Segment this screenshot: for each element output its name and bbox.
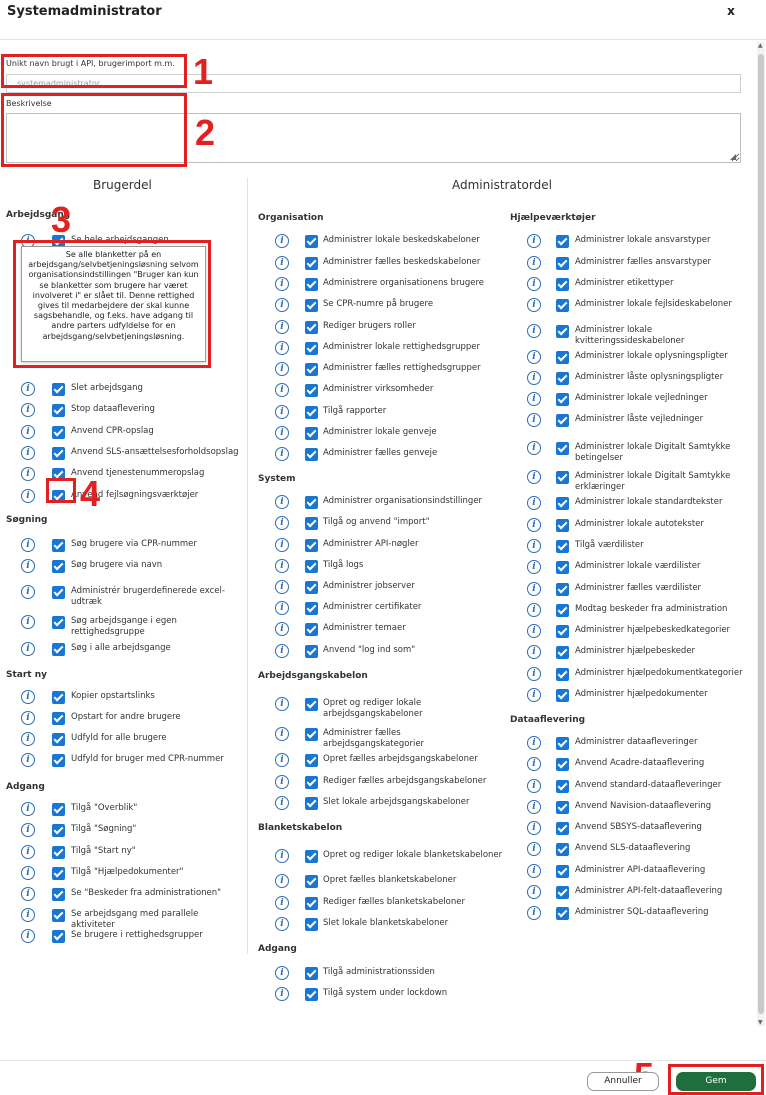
annotation-number-2: 2 <box>195 112 216 153</box>
permission-label: Tilgå og anvend "import" <box>323 517 430 527</box>
permission-checkbox[interactable] <box>556 442 569 455</box>
permission-label: Søg brugere via CPR-nummer <box>71 539 197 549</box>
info-icon[interactable]: i <box>21 908 35 922</box>
permission-checkbox[interactable] <box>52 909 65 922</box>
info-icon[interactable]: i <box>275 753 289 767</box>
permission-checkbox[interactable] <box>556 372 569 385</box>
info-icon[interactable]: i <box>527 518 541 532</box>
permission-label: Tilgå "Hjælpedokumenter" <box>71 867 184 877</box>
permission-label: Administrer jobserver <box>323 581 415 591</box>
permission-label: Administrer API-dataaflevering <box>575 865 706 875</box>
permission-label: Administrer lokale fejlsideskabeloner <box>575 299 732 309</box>
info-icon[interactable]: i <box>275 298 289 312</box>
permission-label: Administrer lokale vejledninger <box>575 393 708 403</box>
permission-checkbox[interactable] <box>556 780 569 793</box>
permission-checkbox[interactable] <box>305 988 318 1001</box>
permission-checkbox[interactable] <box>305 623 318 636</box>
permission-checkbox[interactable] <box>556 801 569 814</box>
permission-checkbox[interactable] <box>305 754 318 767</box>
info-icon[interactable]: i <box>527 906 541 920</box>
permission-label: Tilgå rapporter <box>323 406 387 416</box>
info-icon[interactable]: i <box>275 775 289 789</box>
permission-label: Administrer lokale beskedskabeloner <box>323 235 480 245</box>
permission-label: Administrer fælles ansvarstyper <box>575 257 712 267</box>
info-icon[interactable]: i <box>275 601 289 615</box>
column-heading-user: Brugerdel <box>93 178 152 192</box>
info-icon[interactable]: i <box>21 753 35 767</box>
permission-checkbox[interactable] <box>52 888 65 901</box>
info-icon[interactable]: i <box>527 667 541 681</box>
cancel-button[interactable]: Annuller <box>587 1072 659 1091</box>
permission-label: Administrer temaer <box>323 623 406 633</box>
info-icon[interactable]: i <box>527 624 541 638</box>
permission-label: Administrer organisationsindstillinger <box>323 496 483 506</box>
annotation-box-3 <box>13 240 211 368</box>
permission-label: Administrer hjælpedokumentkategorier <box>575 668 743 678</box>
permission-label: Administrer lokale genveje <box>323 427 437 437</box>
permission-checkbox[interactable] <box>305 797 318 810</box>
permission-label: Opret og rediger lokale blanketskabeloner <box>323 850 503 860</box>
permission-checkbox[interactable] <box>52 691 65 704</box>
permission-checkbox[interactable] <box>52 616 65 629</box>
permission-label: Administrer fælles værdilister <box>575 583 702 593</box>
permission-label: Administrer dataafleveringer <box>575 737 698 747</box>
info-icon[interactable]: i <box>275 849 289 863</box>
permission-checkbox[interactable] <box>556 351 569 364</box>
permission-label: Udfyld for bruger med CPR-nummer <box>71 754 224 764</box>
permission-label: Tilgå "Overblik" <box>71 803 138 813</box>
permission-label: Tilgå administrationssiden <box>323 967 435 977</box>
info-icon[interactable]: i <box>275 874 289 888</box>
permission-checkbox[interactable] <box>52 867 65 880</box>
permission-checkbox[interactable] <box>556 235 569 248</box>
permission-label: Anvend "log ind som" <box>323 645 416 655</box>
annotation-number-3: 3 <box>51 199 72 240</box>
permission-checkbox[interactable] <box>52 404 65 417</box>
info-icon[interactable]: i <box>21 642 35 656</box>
permission-checkbox[interactable] <box>305 897 318 910</box>
info-icon[interactable]: i <box>21 845 35 859</box>
permission-checkbox[interactable] <box>305 967 318 980</box>
permission-label: Opstart for andre brugere <box>71 712 181 722</box>
info-icon[interactable]: i <box>527 757 541 771</box>
permission-label: Kopier opstartslinks <box>71 691 155 701</box>
close-button[interactable]: x <box>727 4 735 18</box>
info-icon[interactable]: i <box>21 887 35 901</box>
info-icon[interactable]: i <box>21 690 35 704</box>
permission-checkbox[interactable] <box>305 496 318 509</box>
permission-checkbox[interactable] <box>556 604 569 617</box>
permission-checkbox[interactable] <box>556 865 569 878</box>
permission-checkbox[interactable] <box>556 758 569 771</box>
permission-label: Administrer API-nøgler <box>323 539 419 549</box>
permission-checkbox[interactable] <box>305 776 318 789</box>
annotation-box-4 <box>46 478 76 503</box>
permission-label: Administrer hjælpebeskedkategorier <box>575 625 731 635</box>
scroll-down-arrow-icon[interactable]: ▼ <box>758 1019 763 1026</box>
info-icon[interactable]: i <box>527 779 541 793</box>
permission-label: Administrer hjælpedokumenter <box>575 689 708 699</box>
info-icon[interactable]: i <box>275 516 289 530</box>
permission-checkbox[interactable] <box>556 325 569 338</box>
info-icon[interactable]: i <box>21 615 35 629</box>
group-heading-adgang: Adgang <box>258 944 297 954</box>
permission-checkbox[interactable] <box>556 561 569 574</box>
info-icon[interactable]: i <box>275 580 289 594</box>
info-icon[interactable]: i <box>21 382 35 396</box>
info-icon[interactable]: i <box>275 727 289 741</box>
permission-label: Administrer lokale ansvarstyper <box>575 235 711 245</box>
permission-label: Rediger fælles blanketskabeloner <box>323 897 465 907</box>
permission-label: Anvend SLS-ansættelsesforholdsopslag <box>71 447 239 457</box>
permission-checkbox[interactable] <box>305 257 318 270</box>
permission-label: Administrer lokale autotekster <box>575 519 704 529</box>
info-icon[interactable]: i <box>527 234 541 248</box>
permission-label: Tilgå system under lockdown <box>323 988 448 998</box>
permission-label: Slet lokale blanketskabeloner <box>323 918 449 928</box>
permission-checkbox[interactable] <box>556 689 569 702</box>
info-icon[interactable]: i <box>527 324 541 338</box>
info-icon[interactable]: i <box>21 538 35 552</box>
permission-checkbox[interactable] <box>556 278 569 291</box>
permission-label: Anvend fejlsøgningsværktøjer <box>71 490 199 500</box>
permission-checkbox[interactable] <box>556 299 569 312</box>
group-heading-organisation: Organisation <box>258 213 324 223</box>
permission-checkbox[interactable] <box>305 406 318 419</box>
permission-checkbox[interactable] <box>305 875 318 888</box>
annotation-number-1: 1 <box>193 51 214 92</box>
info-icon[interactable]: i <box>527 885 541 899</box>
permission-checkbox[interactable] <box>305 448 318 461</box>
group-heading-system: System <box>258 474 296 484</box>
info-icon[interactable]: i <box>275 341 289 355</box>
info-icon[interactable]: i <box>21 403 35 417</box>
info-icon[interactable]: i <box>527 539 541 553</box>
permission-checkbox[interactable] <box>305 918 318 931</box>
permission-checkbox[interactable] <box>305 299 318 312</box>
permission-checkbox[interactable] <box>305 560 318 573</box>
permission-checkbox[interactable] <box>52 426 65 439</box>
info-icon[interactable]: i <box>275 277 289 291</box>
info-icon[interactable]: i <box>275 917 289 931</box>
group-heading-arbejdsgangskabelon: Arbejdsgangskabelon <box>258 671 368 681</box>
permission-label: Rediger brugers roller <box>323 321 416 331</box>
permission-checkbox[interactable] <box>305 850 318 863</box>
permission-label: Administrer lokale standardtekster <box>575 497 723 507</box>
permission-checkbox[interactable] <box>52 447 65 460</box>
group-heading-arbejdsgang: Arbejdsgang <box>6 210 71 220</box>
permission-checkbox[interactable] <box>305 581 318 594</box>
permission-checkbox[interactable] <box>52 586 65 599</box>
info-icon[interactable]: i <box>527 688 541 702</box>
info-icon[interactable]: i <box>527 441 541 455</box>
permission-checkbox[interactable] <box>556 822 569 835</box>
scrollbar-thumb[interactable] <box>758 54 764 1014</box>
permission-label: Slet arbejdsgang <box>71 383 143 393</box>
info-icon[interactable]: i <box>527 277 541 291</box>
info-icon[interactable]: i <box>527 582 541 596</box>
info-icon[interactable]: i <box>21 425 35 439</box>
scrollbar[interactable] <box>757 42 765 1026</box>
group-heading-adgang: Adgang <box>6 782 45 792</box>
info-icon[interactable]: i <box>527 298 541 312</box>
description-label: Beskrivelse <box>6 99 52 108</box>
info-icon[interactable]: i <box>527 821 541 835</box>
info-icon[interactable]: i <box>275 320 289 334</box>
permission-label: Anvend CPR-opslag <box>71 426 154 436</box>
info-icon[interactable]: i <box>527 736 541 750</box>
permission-label: Tilgå "Søgning" <box>71 824 137 834</box>
info-icon[interactable]: i <box>21 559 35 573</box>
column-heading-admin: Administratordel <box>452 178 552 192</box>
info-icon[interactable]: i <box>275 697 289 711</box>
scroll-up-arrow-icon[interactable]: ▲ <box>758 42 763 49</box>
permission-checkbox[interactable] <box>305 602 318 615</box>
info-icon[interactable]: i <box>21 585 35 599</box>
permission-checkbox[interactable] <box>556 583 569 596</box>
permission-label: Administrer fælles beskedskabeloner <box>323 257 481 267</box>
annotation-box-1 <box>1 54 187 88</box>
permission-checkbox[interactable] <box>52 383 65 396</box>
permission-checkbox[interactable] <box>556 497 569 510</box>
info-icon[interactable]: i <box>21 823 35 837</box>
permission-checkbox[interactable] <box>305 235 318 248</box>
info-icon[interactable]: i <box>527 645 541 659</box>
info-icon[interactable]: i <box>275 256 289 270</box>
permission-label: Administrer certifikater <box>323 602 422 612</box>
info-icon[interactable]: i <box>275 622 289 636</box>
annotation-box-2 <box>1 93 187 167</box>
permission-label: Anvend Navision-dataaflevering <box>575 801 712 811</box>
permission-label: Søg brugere via navn <box>71 560 163 570</box>
permission-label: Anvend SLS-dataaflevering <box>575 843 691 853</box>
permission-checkbox[interactable] <box>305 728 318 741</box>
group-heading-blanketskabelon: Blanketskabelon <box>258 823 343 833</box>
permission-label: Administrer lokale rettighedsgrupper <box>323 342 480 352</box>
unique-name-label: Unikt navn brugt i API, brugerimport m.m. <box>6 59 175 68</box>
info-icon[interactable]: i <box>275 405 289 419</box>
permission-checkbox[interactable] <box>556 843 569 856</box>
permission-checkbox[interactable] <box>52 930 65 943</box>
info-icon[interactable]: i <box>527 413 541 427</box>
info-icon[interactable]: i <box>275 447 289 461</box>
permission-tooltip: Se alle blanketter på en arbejdsgang/selvbetjeningsløsning selvom organisationsindstillingen "Bruger kan kun se blanketter som brugere har været involveret i" er slået til. Denne rettighed gives til medarbejdere der skal kunne sagsbehandle, og f.eks. have adgang til andre parters udfyldelse for en arbejdsgang/selvbetjeningsløsning. <box>21 246 206 362</box>
permission-label: Se brugere i rettighedsgrupper <box>71 930 203 940</box>
permission-label: Se "Beskeder fra administrationen" <box>71 888 222 898</box>
permission-checkbox[interactable] <box>52 539 65 552</box>
info-icon[interactable]: i <box>21 711 35 725</box>
permission-label: Administrer lokale Digitalt Samtykke betingelser <box>575 442 731 463</box>
permission-label: Administrer fælles arbejdsgangskategorier <box>323 728 425 749</box>
permission-label: Administrer fælles rettighedsgrupper <box>323 363 481 373</box>
permission-label: Administrer lokale værdilister <box>575 561 701 571</box>
permission-label: Administrer hjælpebeskeder <box>575 646 696 656</box>
permission-label: Administrer låste vejledninger <box>575 414 704 424</box>
permission-label: Søg i alle arbejdsgange <box>71 643 171 653</box>
permission-label: Administrere organisationens brugere <box>323 278 484 288</box>
permission-checkbox[interactable] <box>52 824 65 837</box>
info-icon[interactable]: i <box>275 234 289 248</box>
permission-checkbox[interactable] <box>556 257 569 270</box>
permission-checkbox[interactable] <box>305 517 318 530</box>
permission-label: Opret og rediger lokale arbejdsgangskabeloner <box>323 698 423 719</box>
permission-checkbox[interactable] <box>305 321 318 334</box>
group-heading-sogning: Søgning <box>6 515 48 525</box>
permission-checkbox[interactable] <box>556 393 569 406</box>
permission-label: Tilgå logs <box>323 560 364 570</box>
info-icon[interactable]: i <box>527 350 541 364</box>
permission-label: Se CPR-numre på brugere <box>323 299 434 309</box>
permission-label: Anvend SBSYS-dataaflevering <box>575 822 702 832</box>
info-icon[interactable]: i <box>275 644 289 658</box>
permission-label: Tilgå "Start ny" <box>71 846 136 856</box>
permission-checkbox[interactable] <box>556 625 569 638</box>
permission-checkbox[interactable] <box>52 712 65 725</box>
info-icon[interactable]: i <box>275 362 289 376</box>
permission-label: Anvend Acadre-dataaflevering <box>575 758 705 768</box>
permission-checkbox[interactable] <box>52 643 65 656</box>
group-heading-hjaelpevaerktojer: Hjælpeværktøjer <box>510 213 596 223</box>
permission-label: Se arbejdsgang med parallele aktiviteter <box>71 909 199 930</box>
permission-label: Administrer API-felt-dataaflevering <box>575 886 723 896</box>
info-icon[interactable]: i <box>275 383 289 397</box>
permission-checkbox[interactable] <box>52 560 65 573</box>
info-icon[interactable]: i <box>275 896 289 910</box>
group-heading-dataaflevering: Dataaflevering <box>510 715 586 725</box>
permission-label: Administrer fælles genveje <box>323 448 438 458</box>
permission-checkbox[interactable] <box>305 539 318 552</box>
permission-label: Administrer lokale Digitalt Samtykke erklæringer <box>575 471 731 492</box>
permission-checkbox[interactable] <box>556 886 569 899</box>
permission-checkbox[interactable] <box>556 907 569 920</box>
permission-checkbox[interactable] <box>556 737 569 750</box>
info-icon[interactable]: i <box>275 538 289 552</box>
info-icon[interactable]: i <box>275 426 289 440</box>
permission-checkbox[interactable] <box>52 733 65 746</box>
info-icon[interactable]: i <box>527 371 541 385</box>
resize-grip-icon[interactable]: ◢ <box>730 152 737 161</box>
permission-label: Se hele arbejdsgangen <box>71 235 169 245</box>
permission-label: Rediger fælles arbejdsgangskabeloner <box>323 776 487 786</box>
info-icon[interactable]: i <box>21 234 35 248</box>
info-icon[interactable]: i <box>527 496 541 510</box>
dialog-header <box>0 0 766 40</box>
column-divider <box>247 178 248 954</box>
permission-checkbox[interactable] <box>305 363 318 376</box>
permission-checkbox[interactable] <box>556 540 569 553</box>
info-icon[interactable]: i <box>21 446 35 460</box>
permission-label: Opret fælles arbejdsgangskabeloner <box>323 754 478 764</box>
permission-label: Anvend tjenestenummeropslag <box>71 468 205 478</box>
info-icon[interactable]: i <box>275 966 289 980</box>
permission-checkbox[interactable] <box>305 342 318 355</box>
dialog-title: Systemadministrator <box>7 4 162 19</box>
permission-label: Slet lokale arbejdsgangskabeloner <box>323 797 470 807</box>
permission-label: Administrer SQL-dataaflevering <box>575 907 709 917</box>
permission-checkbox[interactable] <box>305 645 318 658</box>
permission-label: Administrer lokale oplysningspligter <box>575 351 728 361</box>
permission-label: Administrer etikettyper <box>575 278 674 288</box>
info-icon[interactable]: i <box>527 864 541 878</box>
permission-label: Administrér brugerdefinerede excel-udtræk <box>71 586 225 607</box>
footer-divider <box>0 1060 766 1061</box>
permission-checkbox[interactable] <box>305 427 318 440</box>
group-heading-start-ny: Start ny <box>6 670 48 680</box>
permission-label: Administrer lokale kvitteringssideskabeloner <box>575 325 685 346</box>
permission-label: Stop dataaflevering <box>71 404 155 414</box>
permission-checkbox[interactable] <box>556 471 569 484</box>
permission-label: Opret fælles blanketskabeloner <box>323 875 457 885</box>
permission-checkbox[interactable] <box>556 668 569 681</box>
permission-checkbox[interactable] <box>52 803 65 816</box>
info-icon[interactable]: i <box>275 796 289 810</box>
info-icon[interactable]: i <box>275 987 289 1001</box>
permission-label: Administrer låste oplysningspligter <box>575 372 724 382</box>
info-icon[interactable]: i <box>527 392 541 406</box>
permission-label: Modtag beskeder fra administration <box>575 604 728 614</box>
permission-label: Administrer virksomheder <box>323 384 434 394</box>
permission-checkbox[interactable] <box>52 846 65 859</box>
permission-checkbox[interactable] <box>52 754 65 767</box>
info-icon[interactable]: i <box>527 560 541 574</box>
info-icon[interactable]: i <box>527 603 541 617</box>
info-icon[interactable]: i <box>21 866 35 880</box>
permission-checkbox[interactable] <box>556 414 569 427</box>
permission-checkbox[interactable] <box>305 278 318 291</box>
info-icon[interactable]: i <box>527 256 541 270</box>
permission-checkbox[interactable] <box>556 646 569 659</box>
annotation-number-4: 4 <box>80 473 101 514</box>
info-icon[interactable]: i <box>21 802 35 816</box>
permission-checkbox[interactable] <box>556 519 569 532</box>
permission-checkbox[interactable] <box>305 384 318 397</box>
permission-checkbox[interactable] <box>305 698 318 711</box>
info-icon[interactable]: i <box>275 559 289 573</box>
info-icon[interactable]: i <box>275 495 289 509</box>
info-icon[interactable]: i <box>21 732 35 746</box>
permission-label: Udfyld for alle brugere <box>71 733 167 743</box>
permission-label: Anvend standard-dataafleveringer <box>575 780 722 790</box>
save-button[interactable]: Gem <box>676 1072 756 1091</box>
info-icon[interactable]: i <box>21 467 35 481</box>
info-icon[interactable]: i <box>527 842 541 856</box>
info-icon[interactable]: i <box>21 929 35 943</box>
info-icon[interactable]: i <box>21 489 35 503</box>
info-icon[interactable]: i <box>527 800 541 814</box>
permission-label: Søg arbejdsgange i egen rettighedsgruppe <box>71 616 177 637</box>
permission-label: Tilgå værdilister <box>575 540 644 550</box>
info-icon[interactable]: i <box>527 470 541 484</box>
